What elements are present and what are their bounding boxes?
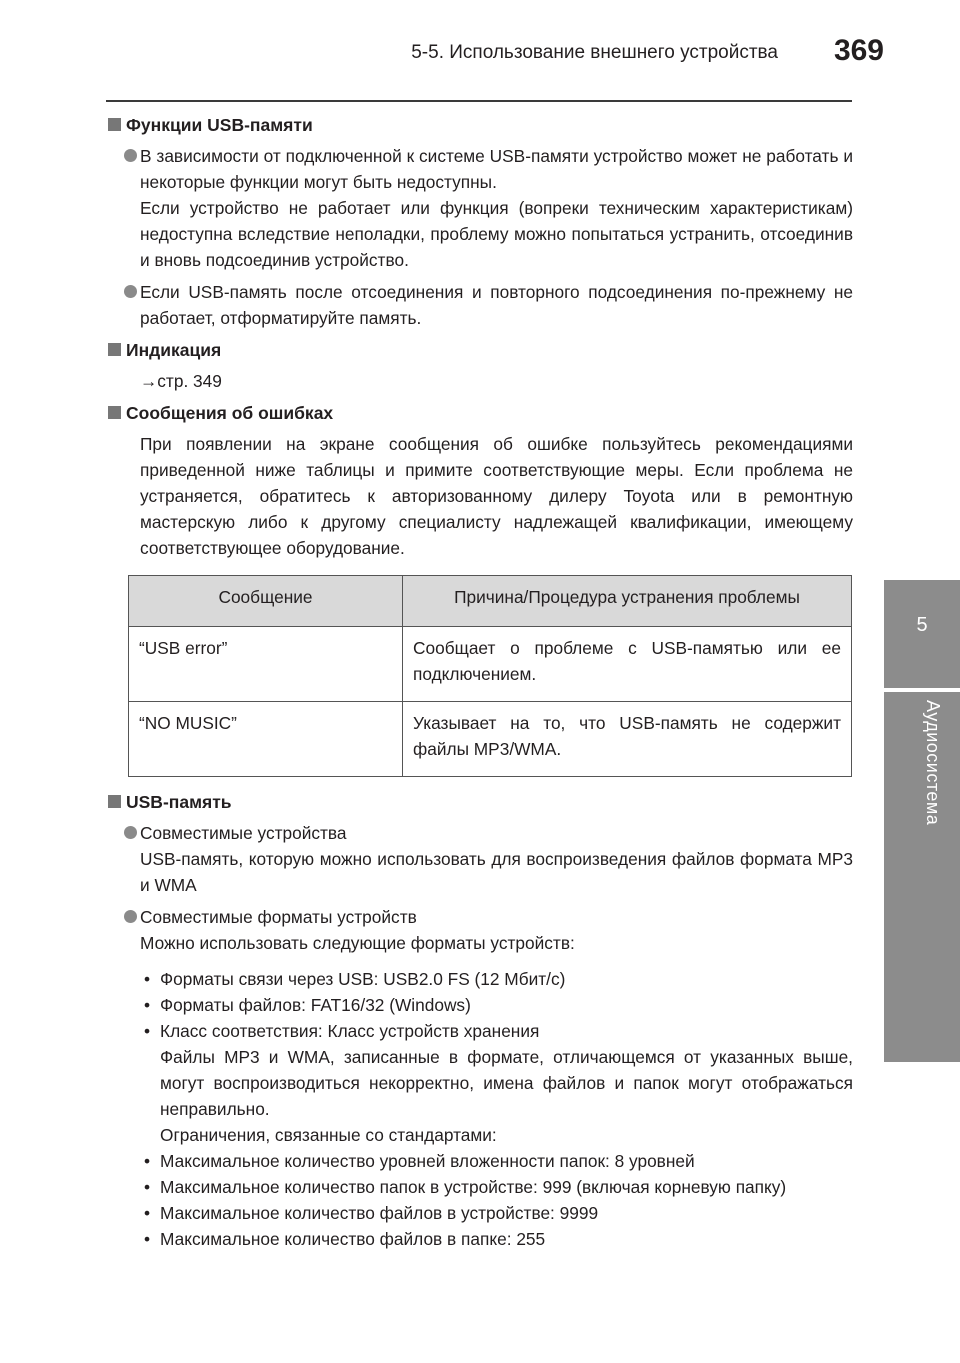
error-table <box>128 575 852 777</box>
bullet-circle-icon <box>124 826 137 839</box>
page-content <box>108 112 853 1252</box>
paragraph: В зависимости от подключенной к системе USB-памяти устройство может не работать и некоторые функции могут быть недоступны. <box>140 146 853 192</box>
heading-usb-functions: Функции USB-памяти <box>108 112 853 138</box>
table-cell: Указывает на то, что USB-память не содержит файлы MP3/WMA. <box>403 702 852 777</box>
bullet-circle-icon <box>124 285 137 298</box>
bullet-dot-icon: • <box>144 1177 151 1197</box>
bullet-dot-icon: • <box>144 1151 151 1171</box>
list-item: • Форматы связи через USB: USB2.0 FS (12 Мбит/с) <box>108 966 853 992</box>
page-number: 369 <box>833 34 884 67</box>
page-reference: →стр. 349 <box>140 371 222 391</box>
bullet-dot-icon: • <box>144 1229 151 1249</box>
table-header: Причина/Процедура устранения проблемы <box>403 576 852 627</box>
bullet-item <box>108 904 853 956</box>
bullet-item <box>108 279 853 331</box>
list-item: • Форматы файлов: FAT16/32 (Windows) <box>108 992 853 1018</box>
list-item: • Максимальное количество файлов в устройстве: 9999 <box>108 1200 853 1226</box>
list-item: • Максимальное количество уровней вложенности папок: 8 уровней <box>108 1148 853 1174</box>
chapter-number: 5 <box>916 614 928 636</box>
note-paragraph: Ограничения, связанные со стандартами: <box>160 1125 497 1145</box>
bullet-circle-icon <box>124 149 137 162</box>
heading-usb-memory: USB-память <box>108 789 853 815</box>
heading-square-icon <box>108 343 121 356</box>
heading-errors: Сообщения об ошибках <box>108 400 853 426</box>
bullet-item <box>108 820 853 898</box>
table-row <box>129 702 852 777</box>
table-cell: Сообщает о проблеме с USB-памятью или ее подключением. <box>403 627 852 702</box>
paragraph: При появлении на экране сообщения об ошибке пользуйтесь рекомендациями приведенной ниже таблицы и примите соответствующие меры. Если проблема не устраняется, обратитесь к авторизованному дилеру Toyota или в ремонтную мастерскую либо к другому специалисту надлежащей квалификации, имеющему соответствующее оборудование. <box>140 434 853 558</box>
bullet-dot-icon: • <box>144 1203 151 1223</box>
bullet-dot-icon: • <box>144 995 151 1015</box>
paragraph: Можно использовать следующие форматы устройств: <box>140 933 575 953</box>
bullet-item <box>108 143 853 273</box>
subheading: Совместимые устройства <box>140 823 347 843</box>
paragraph: Если устройство не работает или функция (вопреки техническим характеристикам) недоступна вследствие неполадки, проблему можно попытаться устранить, отсоединив и вновь подсоединив устройство. <box>140 198 853 270</box>
section-title: 5-5. Использование внешнего устройства <box>411 42 778 63</box>
table-cell: “USB error” <box>129 627 403 702</box>
heading-square-icon <box>108 406 121 419</box>
paragraph: USB-память, которую можно использовать для воспроизведения файлов формата MP3 и WMA <box>140 849 853 895</box>
subheading: Совместимые форматы устройств <box>140 907 417 927</box>
table-cell: “NO MUSIC” <box>129 702 403 777</box>
heading-square-icon <box>108 118 121 131</box>
bullet-circle-icon <box>124 910 137 923</box>
list-item: • Максимальное количество файлов в папке: 255 <box>108 1226 853 1252</box>
bullet-dot-icon: • <box>144 969 151 989</box>
chapter-label <box>884 692 960 912</box>
header-divider <box>106 100 852 102</box>
table-row <box>129 627 852 702</box>
note-paragraph: Файлы MP3 и WMA, записанные в формате, отличающемся от указанных выше, могут воспроизводиться некорректно, имена файлов и папок могут отображаться неправильно. <box>160 1047 853 1119</box>
heading-indication: Индикация <box>108 337 853 363</box>
chapter-label-text: Аудиосистема <box>923 700 943 826</box>
heading-square-icon <box>108 795 121 808</box>
paragraph: Если USB-память после отсоединения и повторного подсоединения по-прежнему не работает, отформатируйте память. <box>140 282 853 328</box>
table-header: Сообщение <box>129 576 403 627</box>
list-item: • Максимальное количество папок в устройстве: 999 (включая корневую папку) <box>108 1174 853 1200</box>
chapter-tab <box>884 580 960 688</box>
list-item: • Класс соответствия: Класс устройств хранения <box>108 1018 853 1044</box>
table-header-row <box>129 576 852 627</box>
bullet-dot-icon: • <box>144 1021 151 1041</box>
